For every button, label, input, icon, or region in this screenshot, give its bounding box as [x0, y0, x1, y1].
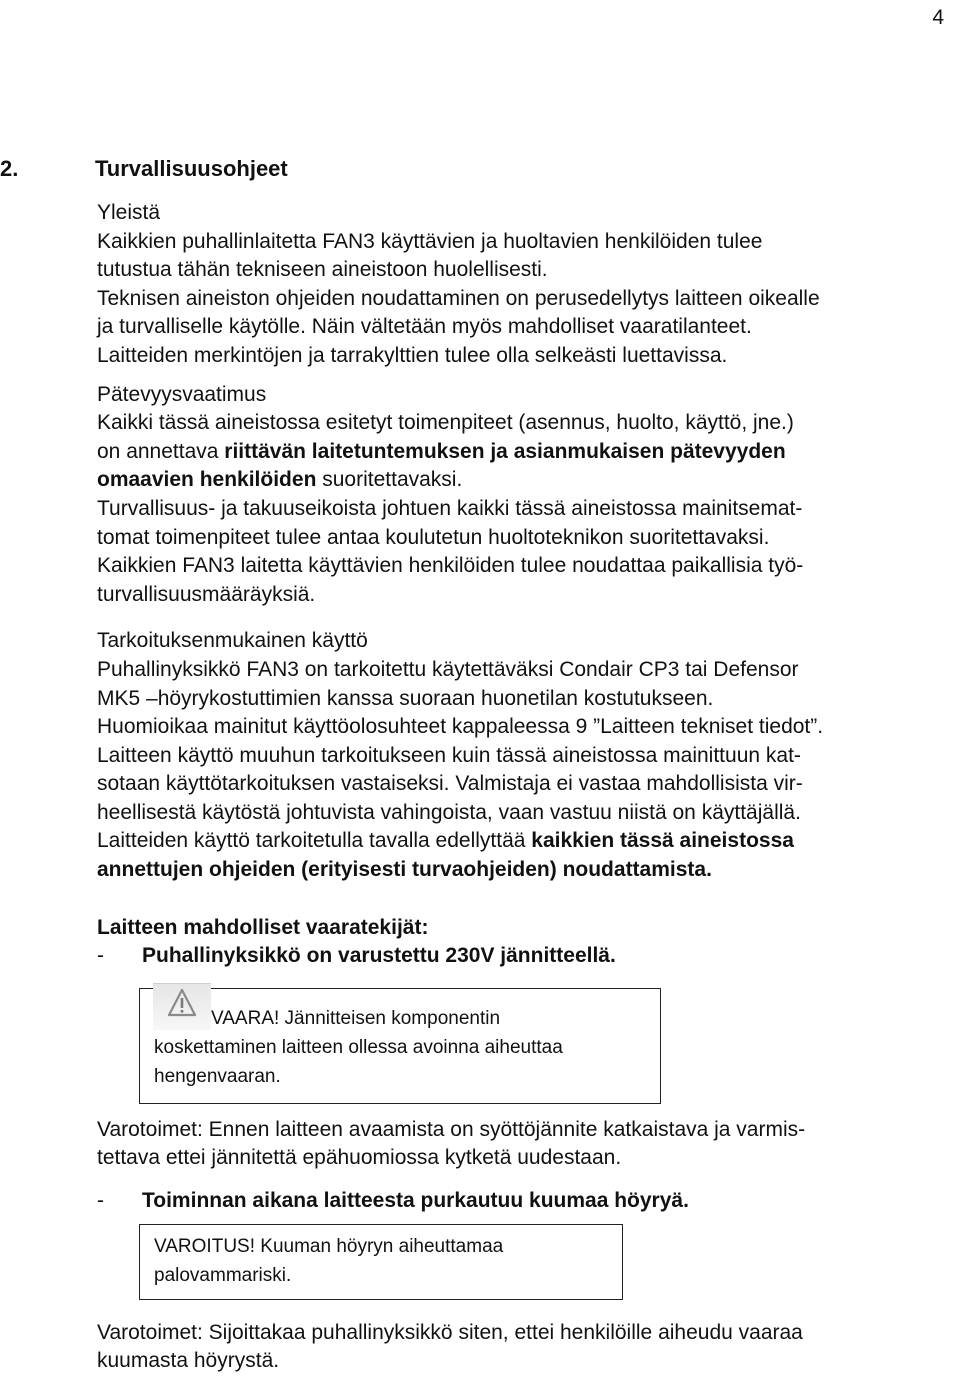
- general-line: Laitteiden merkintöjen ja tarrakylttien tulee olla selkeästi luettavissa.: [97, 343, 728, 367]
- danger-warning-line: hengenvaaran.: [154, 1065, 281, 1087]
- competence-line: Kaikkien FAN3 laitetta käyttävien henkilöiden tulee noudattaa paikallisia työ-: [97, 554, 804, 578]
- intended-use-line: [97, 827, 947, 856]
- intended-use-line: Huomioikaa mainitut käyttöolosuhteet kappaleessa 9 ”Laitteen tekniset tiedot”.: [97, 715, 824, 739]
- intended-use-line: Puhallinyksikkö FAN3 on tarkoitettu käytettäväksi Condair CP3 tai Defensor: [97, 657, 799, 681]
- page-number: 4: [932, 6, 944, 29]
- danger-warning-line: [154, 997, 646, 1033]
- competence-text: suoritettavaksi.: [316, 468, 463, 492]
- hazard-item-voltage: [97, 942, 947, 971]
- section-title: Turvallisuusohjeet: [95, 156, 288, 181]
- hazard-item-steam: [97, 1187, 947, 1216]
- general-line: tutustua tähän tekniseen aineistoon huolellisesti.: [97, 258, 548, 282]
- precaution-line: Varotoimet: Ennen laitteen avaamista on syöttöjännite katkaistava ja varmis-: [97, 1117, 806, 1141]
- section-number: 2.: [0, 156, 19, 181]
- competence-emphasis: omaavien henkilöiden: [97, 468, 317, 492]
- precaution-line: Varotoimet: Sijoittakaa puhallinyksikkö siten, ettei henkilöille aiheudu vaaraa: [97, 1320, 803, 1344]
- competence-line: turvallisuusmääräyksiä.: [97, 582, 316, 606]
- competence-line: Kaikki tässä aineistossa esitetyt toimenpiteet (asennus, huolto, käyttö, jne.): [97, 411, 794, 435]
- general-line: Kaikkien puhallinlaitetta FAN3 käyttävien ja huoltavien henkilöiden tulee: [97, 229, 763, 253]
- general-line: Teknisen aineiston ohjeiden noudattaminen on perusedellytys laitteen oikealle: [97, 286, 820, 310]
- competence-line: [97, 438, 947, 467]
- bullet-dash: -: [97, 944, 104, 968]
- precaution-line: tettava ettei jännitettä epähuomiossa kytketä uudestaan.: [97, 1146, 622, 1170]
- general-line: ja turvalliselle käytölle. Näin vältetään myös mahdolliset vaaratilanteet.: [97, 315, 752, 339]
- competence-line: Turvallisuus- ja takuuseikoista johtuen kaikki tässä aineistossa mainitsemat-: [97, 496, 803, 520]
- competence-line: [97, 466, 947, 495]
- hazard-text: Puhallinyksikkö on varustettu 230V jännitteellä.: [142, 944, 616, 968]
- caution-warning-line: palovammariski.: [154, 1264, 292, 1286]
- general-section: [97, 199, 947, 371]
- competence-text: on annettava: [97, 439, 225, 463]
- competence-section: [97, 381, 947, 610]
- intended-use-line: Laitteen käyttö muuhun tarkoitukseen kuin tässä aineistossa mainittuun kat-: [97, 743, 801, 767]
- precaution-line: kuumasta höyrystä.: [97, 1349, 280, 1373]
- warning-triangle-icon: [153, 983, 211, 1030]
- intended-use-emphasis: annettujen ohjeiden (erityisesti turvaohjeiden) noudattamista.: [97, 858, 712, 882]
- hazard-text: Toiminnan aikana laitteesta purkautuu kuumaa höyryä.: [142, 1189, 689, 1213]
- danger-warning-text: VAARA! Jännitteisen komponentin: [211, 1007, 501, 1029]
- intended-use-line: sotaan käyttötarkoituksen vastaiseksi. Valmistaja ei vastaa mahdollisista vir-: [97, 772, 803, 796]
- competence-line: tomat toimenpiteet tulee antaa koulutetun huoltoteknikon suoritettavaksi.: [97, 525, 770, 549]
- intended-use-line: heellisestä käytöstä johtuvista vahingoista, vaan vastuu niistä on käyttäjällä.: [97, 800, 801, 824]
- intended-use-section: [97, 627, 947, 884]
- caution-warning-box: [139, 1224, 623, 1300]
- intended-use-heading: Tarkoituksenmukainen käyttö: [97, 629, 368, 653]
- intended-use-line: [97, 856, 947, 885]
- general-heading: Yleistä: [97, 201, 161, 224]
- danger-warning-box: [139, 988, 661, 1104]
- caution-warning-line: VAROITUS! Kuuman höyryn aiheuttamaa: [154, 1235, 504, 1257]
- competence-emphasis: riittävän laitetuntemuksen ja asianmukaisen pätevyyden: [224, 439, 786, 463]
- hazards-section: [97, 914, 947, 1376]
- intended-use-emphasis: kaikkien tässä aineistossa: [531, 829, 794, 853]
- danger-warning-line: koskettaminen laitteen ollessa avoinna aiheuttaa: [154, 1036, 563, 1058]
- competence-heading: Pätevyysvaatimus: [97, 382, 267, 406]
- bullet-dash: -: [97, 1189, 104, 1213]
- hazards-heading: Laitteen mahdolliset vaaratekijät:: [97, 915, 429, 939]
- intended-use-text: Laitteiden käyttö tarkoitetulla tavalla edellyttää: [97, 829, 532, 853]
- document-body: [97, 199, 947, 1376]
- intended-use-line: MK5 –höyrykostuttimien kanssa suoraan huonetilan kostutukseen.: [97, 686, 714, 710]
